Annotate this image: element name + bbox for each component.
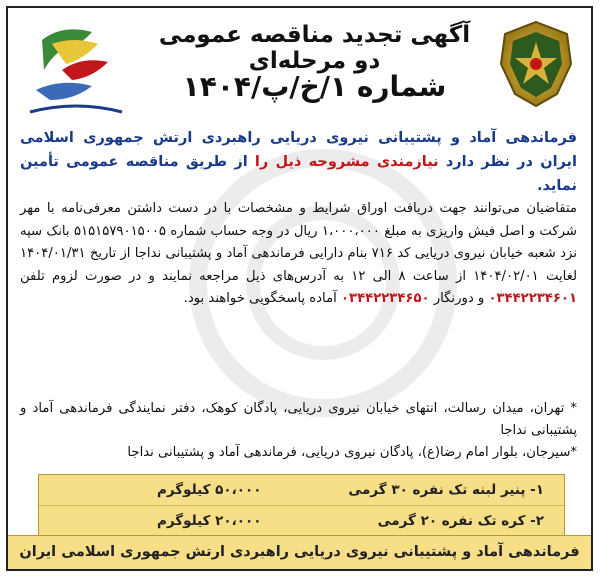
items-table <box>38 474 565 538</box>
body-text-1: متقاضیان می‌توانند جهت دریافت اوراق شرایط و مشخصات با در دست داشتن معرفی‌نامه با مهر شرکت و اصل فیش واریزی به مبلغ ۱،۰۰۰،۰۰۰ ریال در وجه حساب شماره ۵۱۵۱۵۷۹۰۱۵۰۰۵ بانک سپه نزد شعبه خیابان نیروی دریایی کد ۷۱۶ بنام دارایی فرماندهی آماد و پشتیبانی نداجا از تاریخ ۱۴۰۴/۰۱/۳۱ لغایت ۱۴۰۴/۰۲/۰۱ از ساعت ۸ الی ۱۲ به آدرس‌های ذیل مراجعه نمایند و در صورت لزوم تلفن <box>20 201 578 284</box>
footer-banner: فرماندهی آماد و پشتیبانی نیروی دریایی راهبردی ارتش جمهوری اسلامی ایران <box>8 535 591 569</box>
body-text-2: و دورنگار <box>429 291 489 306</box>
intro-highlight: نیازمندی مشروحه ذیل را <box>254 154 439 170</box>
body-text-3: آماده پاسخگویی خواهند بود. <box>183 291 341 306</box>
intro-text-1: فرماندهی آماد و پشتیبانی نیروی دریایی راهبردی ارتش جمهوری اسلامی ایران در نظر دارد <box>20 130 577 170</box>
item-name: ۱- پنیر لبنه تک نفره ۳۰ گرمی <box>348 482 544 498</box>
address-tehran: * تهران، میدان رسالت، انتهای خیابان نیروی دریایی، پادگان کوهک، دفتر نمایندگی فرماندهی آماد و پشتیبانی نداجا <box>20 401 577 438</box>
navy-logo-icon <box>22 20 130 128</box>
body-paragraph <box>20 198 577 311</box>
notice-frame <box>6 6 593 571</box>
address-sirjan: *سیرجان، بلوار امام رضا(ع)، پادگان نیروی دریایی، فرماندهی آماد و پشتیبانی نداجا <box>127 445 577 460</box>
army-emblem-icon <box>495 18 577 110</box>
phone-number: ۰۳۴۴۲۲۳۴۶۰۱ <box>488 291 577 306</box>
intro-paragraph <box>20 126 577 198</box>
table-row <box>39 475 564 505</box>
tender-number: شماره ۱/خ/پ/۱۴۰۴ <box>182 70 447 103</box>
fax-number: ۰۳۴۴۲۲۳۴۶۵۰ <box>341 291 430 306</box>
notice-title: آگهی تجدید مناقصه عمومی دو مرحله‌ای <box>158 22 471 74</box>
item-quantity: ۵۰،۰۰۰ کیلوگرم <box>156 482 262 498</box>
addresses <box>20 398 577 464</box>
item-quantity: ۲۰،۰۰۰ کیلوگرم <box>156 513 262 529</box>
intro-text-2: از طریق مناقصه عمومی تأمین نماید. <box>20 154 577 194</box>
item-name: ۲- کره تک نفره ۲۰ گرمی <box>377 513 544 529</box>
table-row <box>39 505 564 536</box>
